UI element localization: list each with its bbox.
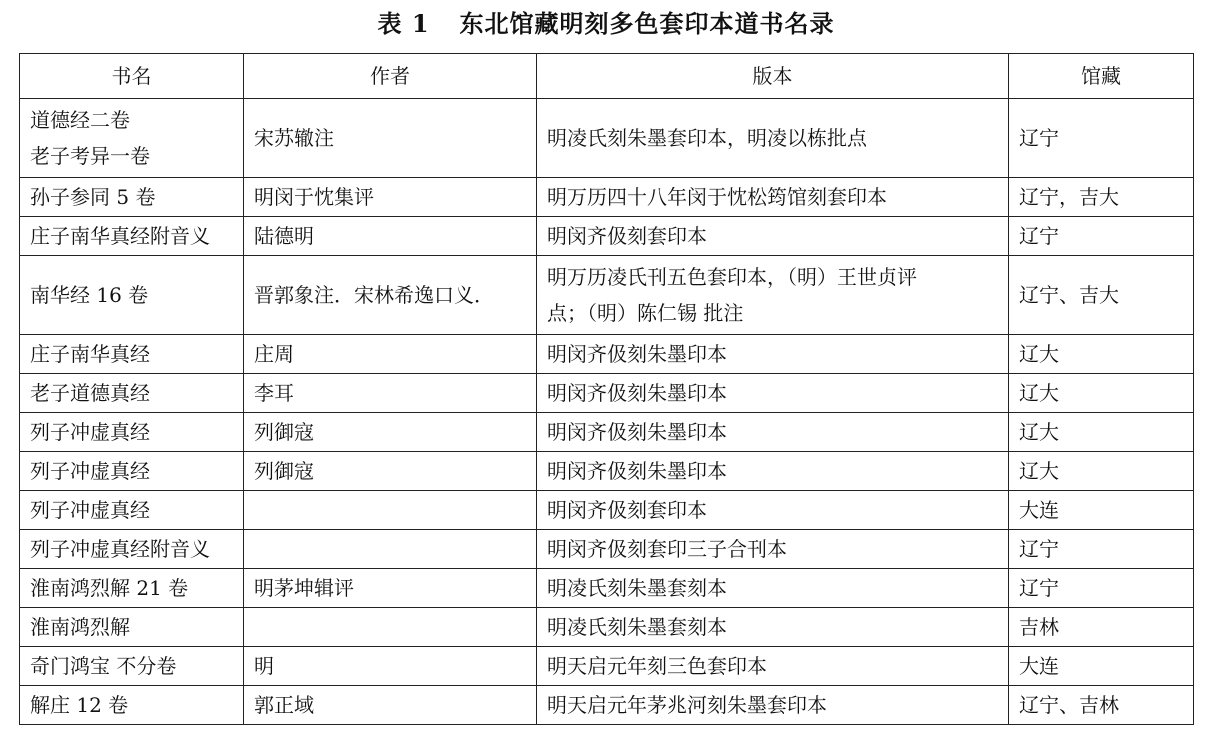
cell-title-line: 淮南鸿烈解 (30, 615, 130, 639)
cell-edition-line: 明凌氏刻朱墨套刻本 (547, 615, 727, 639)
cell-author (244, 608, 537, 647)
table-row (20, 647, 1194, 686)
cell-edition-line: 明闵齐伋刻套印本 (547, 498, 707, 522)
cell-edition (537, 413, 1009, 452)
cell-holding: 辽大 (1009, 335, 1194, 374)
cell-title (20, 256, 244, 335)
cell-title-line: 淮南鸿烈解 21 卷 (30, 576, 189, 600)
header-title: 书名 (20, 54, 244, 99)
cell-edition-line: 点；（明）陈仁锡 批注 (547, 301, 744, 325)
cell-author: 郭正域 (244, 686, 537, 725)
cell-edition (537, 569, 1009, 608)
cell-edition (537, 256, 1009, 335)
cell-author: 陆德明 (244, 217, 537, 256)
cell-title (20, 178, 244, 217)
catalog-table (19, 53, 1194, 725)
table-number: 表 1 (377, 9, 430, 38)
cell-holding: 大连 (1009, 647, 1194, 686)
cell-author (244, 491, 537, 530)
cell-holding: 辽大 (1009, 452, 1194, 491)
cell-author: 庄周 (244, 335, 537, 374)
cell-edition (537, 335, 1009, 374)
cell-edition-line: 明凌氏刻朱墨套印本，明凌以栋批点 (547, 126, 867, 150)
cell-title-line: 奇门鸿宝 不分卷 (30, 654, 177, 678)
cell-edition (537, 217, 1009, 256)
cell-title-line: 老子考异一卷 (30, 144, 150, 168)
table-row (20, 686, 1194, 725)
table-row (20, 452, 1194, 491)
cell-title-line: 庄子南华真经 (30, 342, 150, 366)
cell-edition-line: 明闵齐伋刻套印本 (547, 224, 707, 248)
table-row (20, 178, 1194, 217)
cell-author: 宋苏辙注 (244, 99, 537, 178)
cell-edition-line: 明天启元年茅兆河刻朱墨套印本 (547, 693, 827, 717)
cell-edition-line: 明万历凌氏刊五色套印本，（明）王世贞评 (547, 265, 917, 289)
cell-title (20, 374, 244, 413)
cell-edition-line: 明凌氏刻朱墨套刻本 (547, 576, 727, 600)
cell-holding: 辽宁 (1009, 99, 1194, 178)
cell-edition (537, 452, 1009, 491)
cell-title (20, 491, 244, 530)
cell-title-line: 孙子参同 5 卷 (30, 185, 156, 209)
cell-title (20, 569, 244, 608)
cell-holding: 大连 (1009, 491, 1194, 530)
cell-title-line: 列子冲虚真经 (30, 459, 150, 483)
table-row (20, 491, 1194, 530)
cell-edition (537, 530, 1009, 569)
cell-author: 明闵于忱集评 (244, 178, 537, 217)
cell-edition-line: 明天启元年刻三色套印本 (547, 654, 767, 678)
cell-edition (537, 178, 1009, 217)
cell-holding: 辽宁、吉林 (1009, 686, 1194, 725)
cell-holding: 辽宁 (1009, 217, 1194, 256)
header-author: 作者 (244, 54, 537, 99)
cell-edition (537, 99, 1009, 178)
cell-title-line: 列子冲虚真经附音义 (30, 537, 210, 561)
cell-edition-line: 明闵齐伋刻朱墨印本 (547, 420, 727, 444)
table-row (20, 374, 1194, 413)
cell-title (20, 686, 244, 725)
cell-holding: 辽大 (1009, 374, 1194, 413)
cell-title-line: 列子冲虚真经 (30, 420, 150, 444)
cell-edition (537, 686, 1009, 725)
table-row (20, 99, 1194, 178)
cell-edition (537, 491, 1009, 530)
cell-edition-line: 明闵齐伋刻朱墨印本 (547, 342, 727, 366)
cell-author: 明茅坤辑评 (244, 569, 537, 608)
cell-author: 明 (244, 647, 537, 686)
cell-title-line: 老子道德真经 (30, 381, 150, 405)
cell-title (20, 413, 244, 452)
table-row (20, 530, 1194, 569)
cell-holding: 辽宁，吉大 (1009, 178, 1194, 217)
cell-holding: 辽宁 (1009, 569, 1194, 608)
header-holding: 馆藏 (1009, 54, 1194, 99)
cell-title (20, 335, 244, 374)
cell-title-line: 列子冲虚真经 (30, 498, 150, 522)
header-edition: 版本 (537, 54, 1009, 99)
cell-holding: 辽宁、吉大 (1009, 256, 1194, 335)
table-row (20, 256, 1194, 335)
table-body (20, 99, 1194, 725)
cell-edition-line: 明闵齐伋刻朱墨印本 (547, 381, 727, 405)
cell-edition-line: 明闵齐伋刻套印三子合刊本 (547, 537, 787, 561)
cell-title-line: 南华经 16 卷 (30, 283, 149, 307)
cell-title-line: 解庄 12 卷 (30, 693, 129, 717)
cell-title (20, 452, 244, 491)
cell-holding: 辽大 (1009, 413, 1194, 452)
cell-title (20, 608, 244, 647)
cell-author: 李耳 (244, 374, 537, 413)
cell-author: 晋郭象注．宋林希逸口义． (244, 256, 537, 335)
cell-title-line: 道德经二卷 (30, 108, 130, 132)
table-row (20, 335, 1194, 374)
cell-edition (537, 608, 1009, 647)
header-row (20, 54, 1194, 99)
cell-author (244, 530, 537, 569)
cell-holding: 辽宁 (1009, 530, 1194, 569)
cell-title (20, 647, 244, 686)
cell-title (20, 530, 244, 569)
cell-title (20, 99, 244, 178)
cell-title (20, 217, 244, 256)
cell-holding: 吉林 (1009, 608, 1194, 647)
cell-author: 列御寇 (244, 452, 537, 491)
table-row (20, 413, 1194, 452)
table-row (20, 217, 1194, 256)
cell-edition-line: 明闵齐伋刻朱墨印本 (547, 459, 727, 483)
cell-title-line: 庄子南华真经附音义 (30, 224, 210, 248)
table-row (20, 569, 1194, 608)
cell-edition (537, 374, 1009, 413)
cell-author: 列御寇 (244, 413, 537, 452)
table-row (20, 608, 1194, 647)
table-caption (0, 6, 1212, 42)
cell-edition-line: 明万历四十八年闵于忱松筠馆刻套印本 (547, 185, 887, 209)
table-title: 东北馆藏明刻多色套印本道书名录 (459, 9, 835, 38)
cell-edition (537, 647, 1009, 686)
